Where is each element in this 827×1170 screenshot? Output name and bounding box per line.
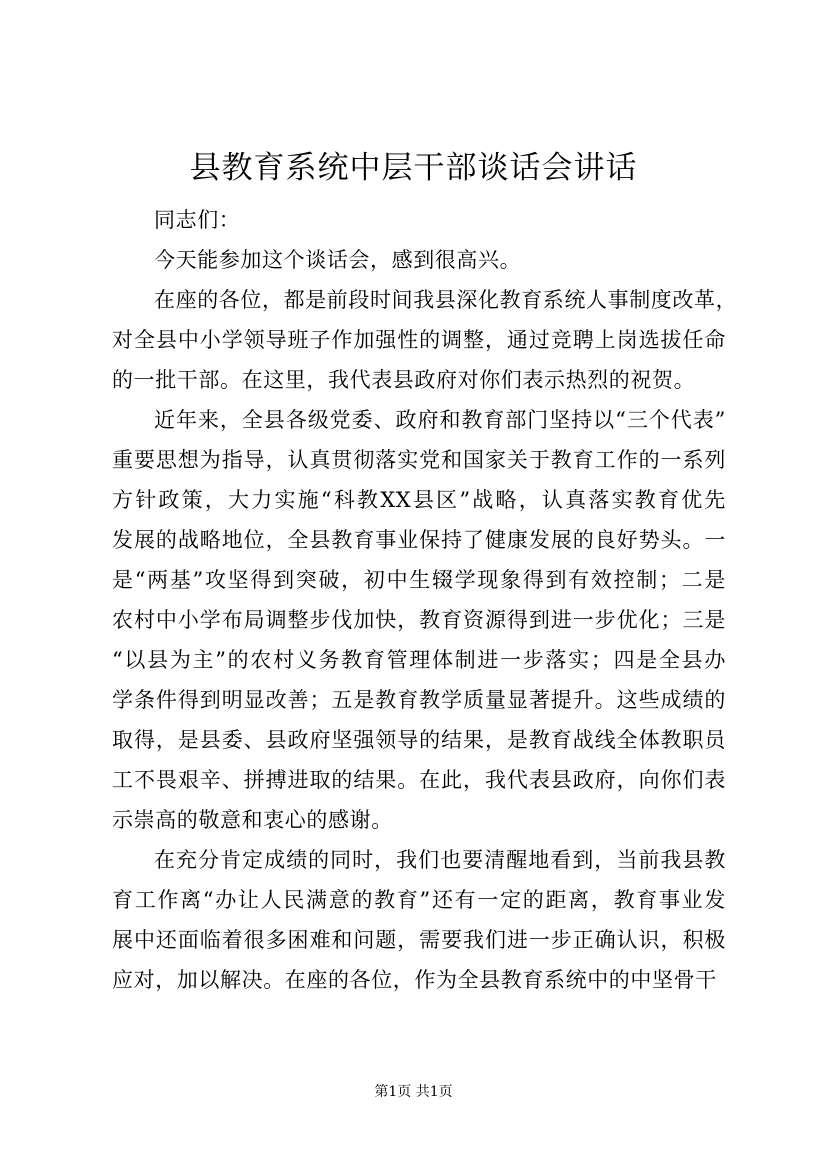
page-footer: 第1页 共1页 <box>374 1084 453 1100</box>
paragraph-line: 重要思想为指导，认真贯彻落实党和国家关于教育工作的一系列 <box>112 448 726 472</box>
body-paragraph <box>112 240 726 280</box>
paragraph-line: 在座的各位，都是前段时间我县深化教育系统人事制度改革， <box>154 288 738 312</box>
body-paragraph <box>112 840 726 1000</box>
body-paragraph <box>112 200 726 240</box>
paragraph-line: 对全县中小学领导班子作加强性的调整，通过竞聘上岗选拔任命 <box>112 328 726 352</box>
paragraph-line: 方针政策，大力实施“科教XX县区”战略，认真落实教育优先 <box>112 488 726 512</box>
paragraph-line: 发展的战略地位，全县教育事业保持了健康发展的良好势头。一 <box>112 528 726 552</box>
document-body <box>112 200 738 1000</box>
paragraph-line: 展中还面临着很多困难和问题，需要我们进一步正确认识，积极 <box>112 928 726 952</box>
paragraph-line: 的一批干部。在这里，我代表县政府对你们表示热烈的祝贺。 <box>112 368 696 392</box>
paragraph-line: “以县为主”的农村义务教育管理体制进一步落实；四是全县办 <box>112 648 726 672</box>
paragraph-line: 取得，是县委、县政府坚强领导的结果，是教育战线全体教职员 <box>112 728 726 752</box>
paragraph-line: 农村中小学布局调整步伐加快，教育资源得到进一步优化；三是 <box>112 608 726 632</box>
paragraph-line: 今天能参加这个谈话会，感到很高兴。 <box>154 248 522 272</box>
body-paragraph <box>112 280 738 400</box>
paragraph-line: 学条件得到明显改善；五是教育教学质量显著提升。这些成绩的 <box>112 688 726 712</box>
paragraph-line: 示崇高的敬意和衷心的感谢。 <box>112 808 393 832</box>
paragraph-line: 育工作离“办让人民满意的教育”还有一定的距离，教育事业发 <box>112 888 726 912</box>
paragraph-line: 是“两基”攻坚得到突破，初中生辍学现象得到有效控制；二是 <box>112 568 726 592</box>
paragraph-line: 应对，加以解决。在座的各位，作为全县教育系统中的中坚骨干 <box>112 968 717 992</box>
document-title: 县教育系统中层干部谈话会讲话 <box>189 150 638 186</box>
body-paragraph <box>112 400 726 840</box>
paragraph-line: 工不畏艰辛、拼搏进取的结果。在此，我代表县政府，向你们表 <box>112 768 726 792</box>
paragraph-line: 近年来，全县各级党委、政府和教育部门坚持以“三个代表” <box>154 408 726 432</box>
paragraph-line: 在充分肯定成绩的同时，我们也要清醒地看到，当前我县教 <box>154 848 726 872</box>
paragraph-line: 同志们： <box>154 208 241 232</box>
